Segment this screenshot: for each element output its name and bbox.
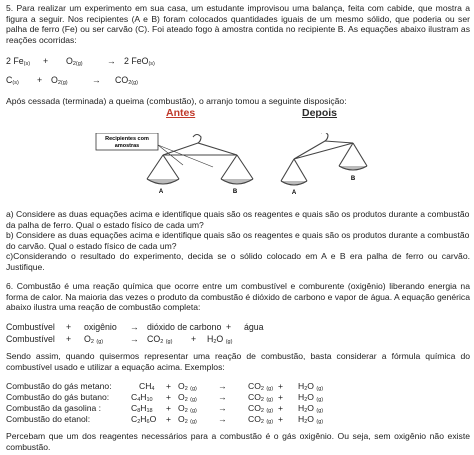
example-label: Combustão do etanol: [6,414,91,424]
label-antes: Antes [166,107,196,119]
q6-final-text: Percebam que um dos reagentes necessários para a combustão é o gás oxigênio. Ou seja, sem oxigênio não existe combustão. [6,431,470,452]
eq1-reactant1: 2 Fe [6,56,24,66]
balance-figure [95,133,415,195]
label-a-after: A [291,190,297,195]
question-b: b) Considere as duas equações acima e identifique quais são os reagentes e quais são os produtos durante a combustão do carvão. Qual o estado físico de cada um? [6,230,470,251]
example-row: Combustão da gasolina : $C_8H_{18}$ + $O_2$ $_{(g)}$ → $CO_2$ $_{(g)}$ + $H_2O$ $_{(g)}$ [6,403,324,414]
generic-equation-words: Combustível + oxigênio → dióxido de carbono + água [6,322,264,332]
callout-line2: amostras [114,143,140,149]
label-b-before: B [232,189,238,195]
example-label: Combustão do gás metano: [6,381,112,391]
label-b-after: B [350,176,356,182]
question-a: a) Considere as duas equações acima e identifique quais são os reagentes e quais são os produtos durante a combustão da palha de ferro. Qual o estado físico de cada um? [6,209,470,230]
example-fuel: $C_8H_{18}$ [131,403,153,414]
balance-before [147,135,253,185]
label-depois: Depois [302,107,338,119]
example-fuel: $C_4H_{10}$ [131,392,153,403]
example-fuel: $CH_4$ [139,381,155,392]
q5-after-text: Após cessada (terminada) a queima (combustão), o arranjo tomou a seguinte disposição: [6,96,347,106]
q6-intro: 6. Combustão é uma reação química que ocorre entre um combustível e comburente (oxigênio) liberando energia na forma de calor. Na maioria das vezes o produto da combustão é dióxido de carbono e vapor de água. A equação genérica abaixo ilustra uma reação de combustão completa: [6,281,470,313]
q5-intro: 5. Para realizar um experimento em sua casa, um estudante improvisou uma balança, feita com cabide, que mostra a figura a seguir. Nos recipientes (A e B) foram colocados quantidades iguais de um mesmo sólido, que poderia ou ser palha de ferro (Fe) ou ser carvão (C). Foi ateado fogo à amostra contida no recipiente B. As equações abaixo ilustram as reações ocorridas: [6,3,470,45]
label-a-before: A [158,189,164,195]
example-row: Combustão do gás metano: $CH_4$ + $O_2$ $_{(g)}$ → $CO_2$ $_{(g)}$ + $H_2O$ $_{(g)}$ [6,381,324,392]
example-row: Combustão do etanol: $C_2H_6O$ + $O_2$ $_{(g)}$ → $CO_2$ $_{(g)}$ + $H_2O$ $_{(g)}$ [6,414,324,425]
generic-equation-formula: Combustível + $O_2$ $_{(g)}$ → $CO_2$ $_{(g)}$ + $H_2O$ $_{(g)}$ [6,334,233,345]
question-c: c)Considerando o resultado do experimento, decida se o sólido colocado em A e B era palha de ferro ou carvão. Justifique. [6,251,470,272]
example-row: Combustão do gás butano: $C_4H_{10}$ + $O_2$ $_{(g)}$ → $CO_2$ $_{(g)}$ + $H_2O$ $_{(g)}$ [6,392,324,403]
combustion-examples [6,381,324,425]
equation-carbon: $C_{(s)}$ + $O_{2(g)}$ → $CO_{2(g)}$ [6,75,138,86]
example-label: Combustão da gasolina : [6,403,102,413]
eq1-arrow: → [107,56,116,66]
q6-sendo-text: Sendo assim, quando quisermos representar uma reação de combustão, basta considerar a fórmula química do combustível usado e utilizar a equação acima. Exemplos: [6,351,470,372]
equation-iron: 2 $Fe_{(s)}$ + $O_{2(g)}$ → 2 FeO$_{(s)}$ [6,56,155,67]
example-label: Combustão do gás butano: [6,392,110,402]
callout-line1: Recipientes com [105,136,149,142]
example-fuel: $C_2H_6O$ [131,414,157,425]
eq1-plus: + [43,56,49,66]
